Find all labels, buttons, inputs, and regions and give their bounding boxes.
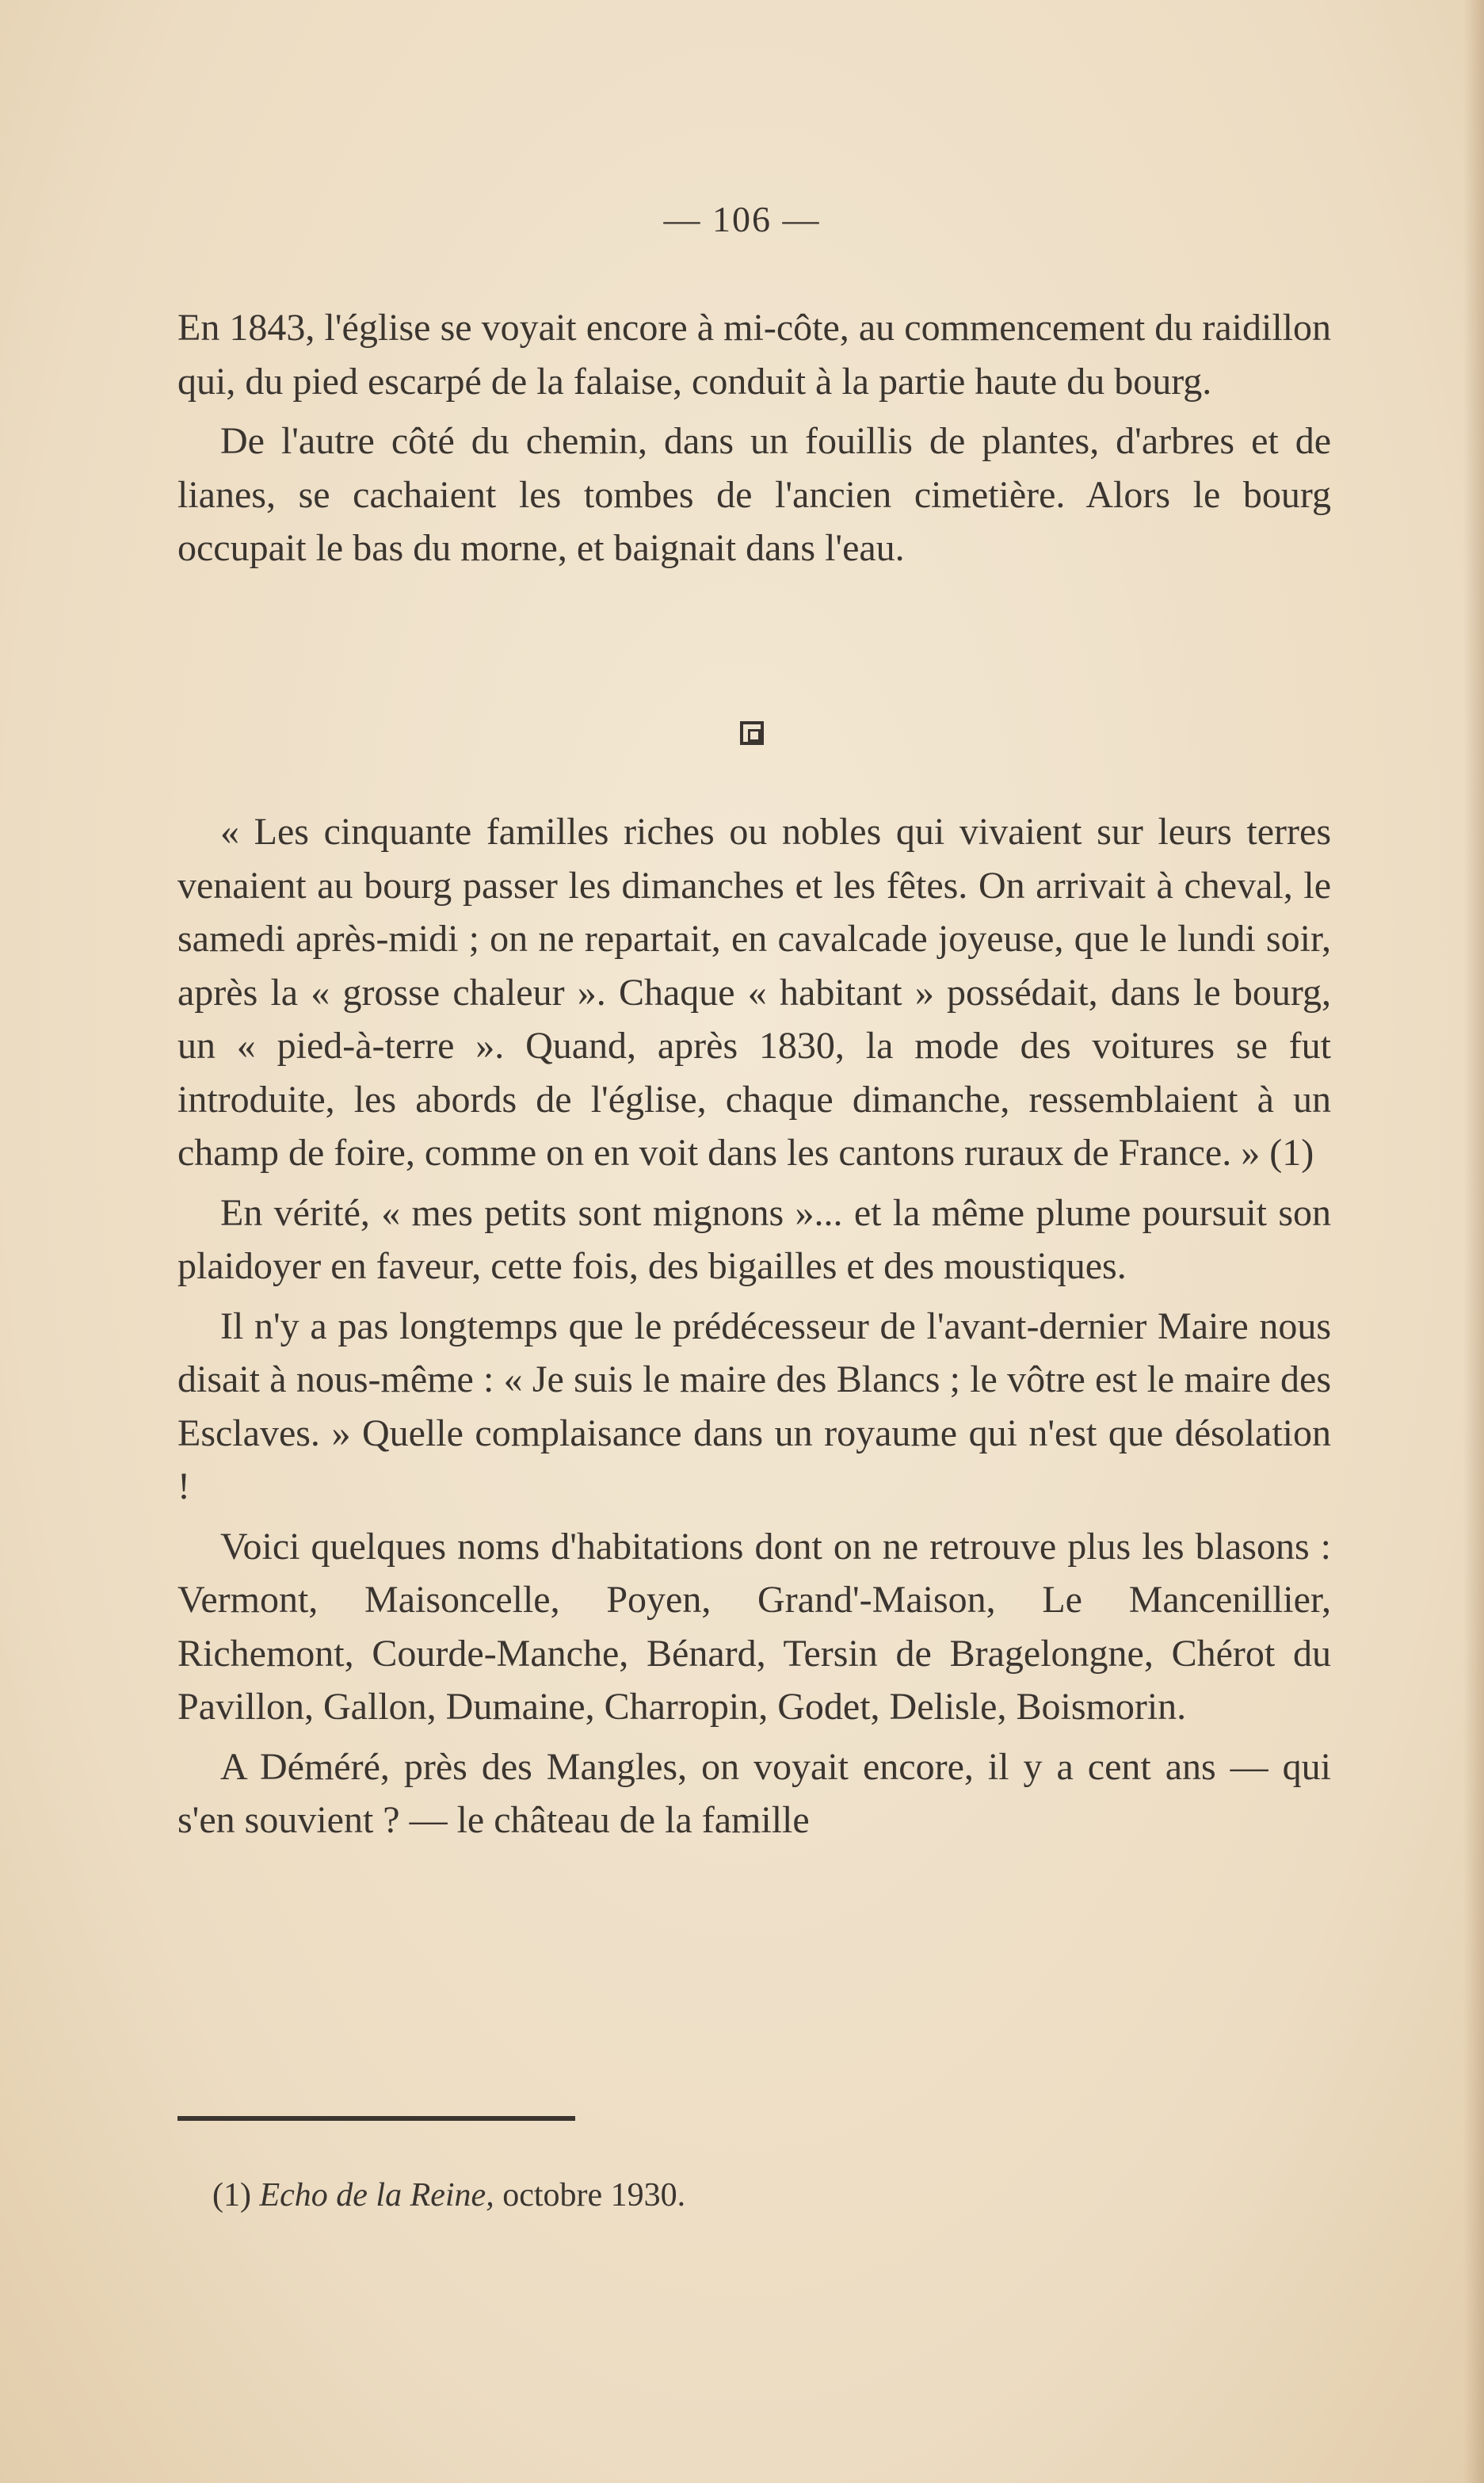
quote-paragraph: « Les cinquante familles riches ou nobles qui vivaient sur leurs terres venaient au bourg passer les dimanches et les fêtes. On arrivait à cheval, le samedi après-midi ; on ne repartait, en cavalcade joyeuse, que le lundi soir, après la « grosse chaleur ». Chaque « habitant » possédait, dans le bourg, un « pied-à-terre ». Quand, après 1830, la mode des voitures se fut introduite, les abords de l'église, chaque dimanche, ressemblaient à un champ de foire, comme on en voit dans les cantons ruraux de France. » (1) — [177, 811, 1331, 1174]
text-block-top — [177, 301, 1331, 575]
paragraph: Voici quelques noms d'habitations dont on ne retrouve plus les blasons : Vermont, Maisoncelle, Poyen, Grand'-Maison, Le Mancenillier, Richemont, Courde-Manche, Bénard, Tersin de Bragelongne, Chérot du Pavillon, Gallon, Dumaine, Charropin, Godet, Delisle, Boismorin. — [177, 1525, 1331, 1728]
text-block-main — [177, 805, 1331, 1847]
paragraph: A Déméré, près des Mangles, on voyait encore, il y a cent ans — qui s'en souvient ? — le château de la famille — [177, 1745, 1331, 1841]
page-edge-shadow — [1463, 0, 1484, 2483]
paragraph: En vérité, « mes petits sont mignons »... et la même plume poursuit son plaidoyer en faveur, cette fois, des bigailles et des moustiques. — [177, 1191, 1331, 1287]
footnote-source: Echo de la Reine, — [259, 2177, 494, 2214]
footnote — [212, 2176, 685, 2214]
footnote-marker: (1) — [212, 2177, 251, 2214]
paragraph: En 1843, l'église se voyait encore à mi-côte, au commencement du raidillon qui, du pied escarpé de la falaise, conduit à la partie haute du bourg. — [177, 307, 1331, 403]
paragraph: Il n'y a pas longtemps que le prédécesseur de l'avant-dernier Maire nous disait à nous-même : « Je suis le maire des Blancs ; le vôtre est le maire des Esclaves. » Quelle complaisance dans un royaume qui n'est que désolation ! — [177, 1305, 1331, 1507]
page-number: — 106 — — [663, 199, 821, 239]
paragraph: De l'autre côté du chemin, dans un fouillis de plantes, d'arbres et de lianes, se cachaient les tombes de l'ancien cimetière. Alors le bourg occupait le bas du morne, et baignait dans l'eau. — [177, 420, 1331, 569]
section-ornament-icon — [740, 721, 764, 745]
footnote-rule — [177, 2116, 575, 2121]
footnote-date: octobre 1930. — [502, 2177, 686, 2214]
